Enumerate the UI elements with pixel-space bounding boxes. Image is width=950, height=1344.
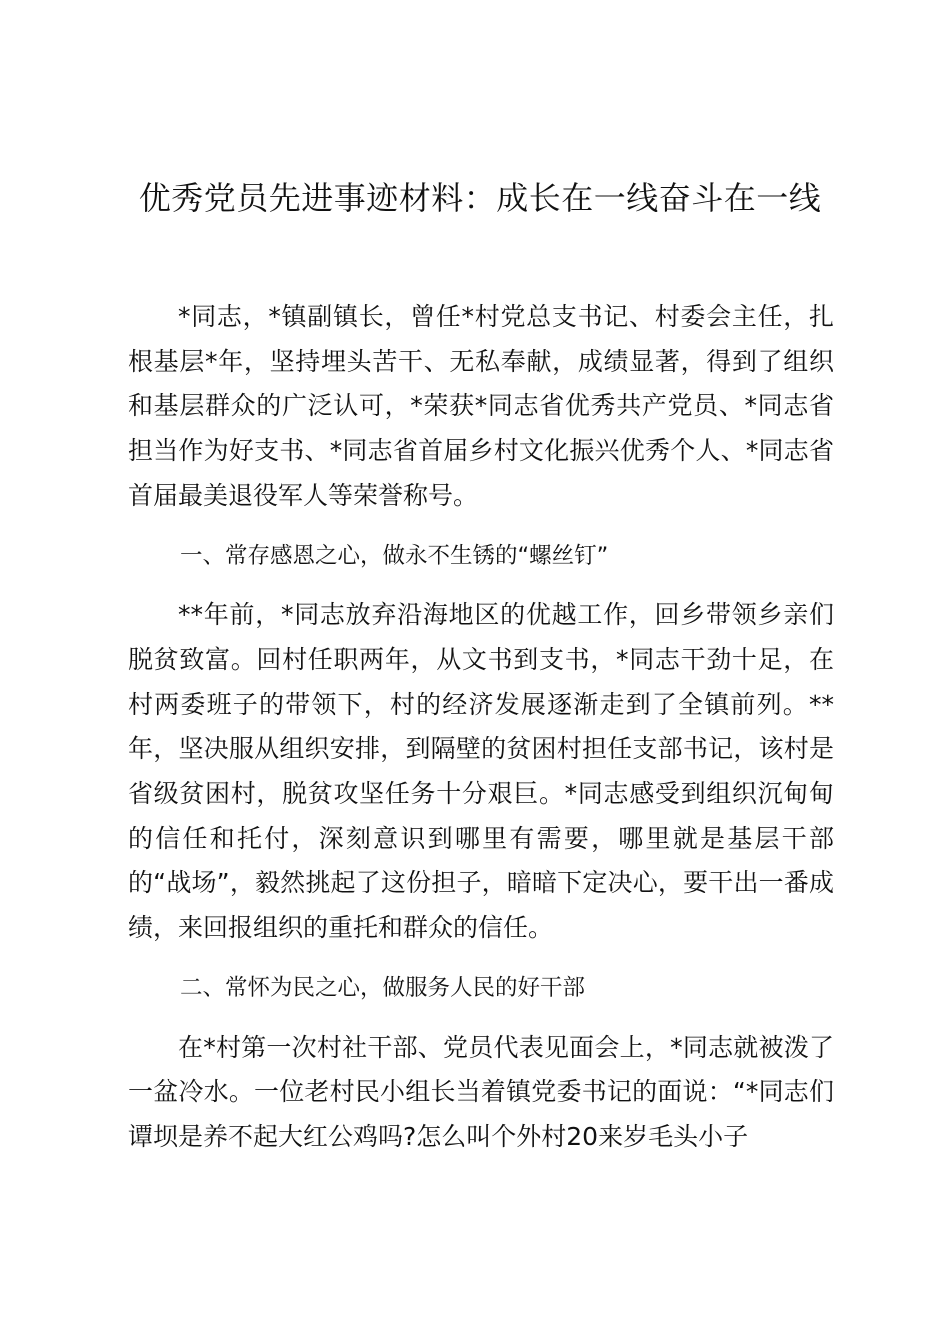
section-heading-2: 二、常怀为民之心，做服务人民的好干部 — [180, 974, 586, 1001]
document-title: 优秀党员先进事迹材料：成长在一线奋斗在一线 — [138, 179, 822, 217]
intro-paragraph: *同志，*镇副镇长，曾任*村党总支书记、村委会主任，扎根基层*年，坚持埋头苦干、无私奉献，成绩显著，得到了组织和基层群众的广泛认可，*荣获*同志省优秀共产党员、*同志省担当作为好支书、*同志省首届乡村文化振兴优秀个人、*同志省首届最美退役军人等荣誉称号。 — [128, 302, 834, 510]
section-heading-1: 一、常存感恩之心，做永不生锈的“螺丝钉” — [180, 542, 609, 569]
section-paragraph-1: **年前，*同志放弃沿海地区的优越工作，回乡带领乡亲们脱贫致富。回村任职两年，从文书到支书，*同志干劲十足，在村两委班子的带领下，村的经济发展逐渐走到了全镇前列。**年，坚决服从组织安排，到隔壁的贫困村担任支部书记，该村是省级贫困村，脱贫攻坚任务十分艰巨。*同志感受到组织沉甸甸的信任和托付，深刻意识到哪里有需要，哪里就是基层干部的“战场”，毅然挑起了这份担子，暗暗下定决心，要干出一番成绩，来回报组织的重托和群众的信任。 — [128, 600, 834, 943]
document-body — [128, 295, 834, 1160]
section-paragraph-2: 在*村第一次村社干部、党员代表见面会上，*同志就被泼了一盆冷水。一位老村民小组长当着镇党委书记的面说：“*同志们谭坝是养不起大红公鸡吗?怎么叫个外村20来岁毛头小子 — [128, 1032, 834, 1151]
